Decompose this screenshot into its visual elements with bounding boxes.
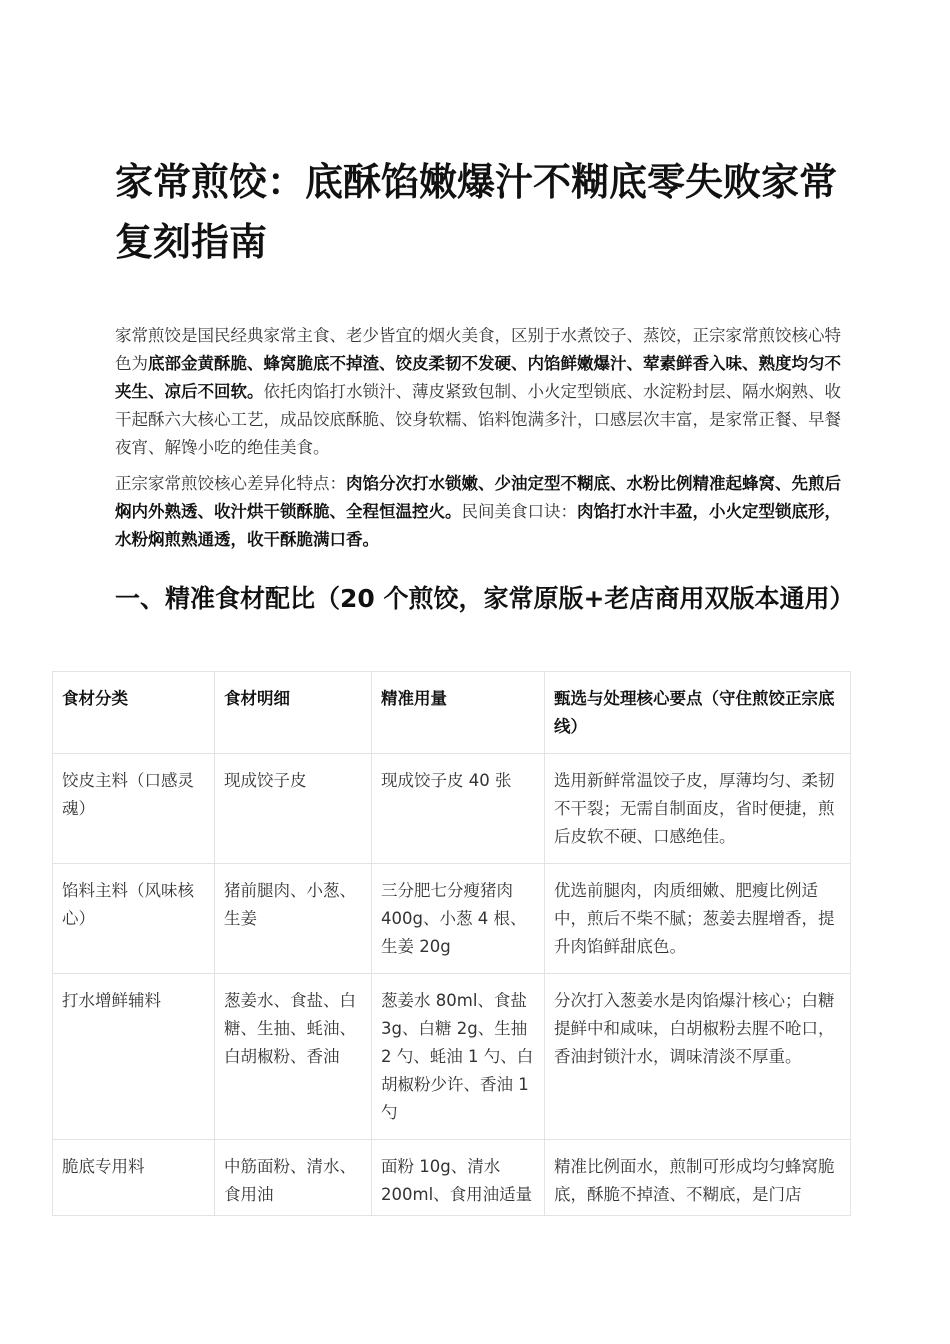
table-cell: 馅料主料（风味核心）: [53, 864, 215, 974]
table-header-cell: 食材分类: [53, 672, 215, 754]
table-row: [53, 974, 851, 1140]
table-cell: 饺皮主料（口感灵魂）: [53, 754, 215, 864]
intro-highlight: 底部金黄酥脆、蜂窝脆底不掉渣、饺皮柔韧不发硬、内馅鲜嫩爆汁、荤素鲜香入味、熟度均匀不夹生、凉后不回软。: [115, 354, 841, 401]
table-cell: 优选前腿肉，肉质细嫩、肥瘦比例适中，煎后不柴不腻；葱姜去腥增香，提升肉馅鲜甜底色。: [545, 864, 851, 974]
intro-paragraph-1: [115, 322, 845, 462]
table-cell: 中筋面粉、清水、食用油: [215, 1140, 372, 1216]
section-heading: 一、精准食材配比（20 个煎饺，家常原版+老店商用双版本通用）: [115, 584, 855, 613]
intro-text: 正宗家常煎饺核心差异化特点：: [115, 474, 346, 493]
intro-text: 依托肉馅打水锁汁、薄皮紧致包制、小火定型锁底、水淀粉封层、隔水焖熟、收干起酥六大核心工艺，成品饺底酥脆、饺身软糯、馅料饱满多汁，口感层次丰富，是家常正餐、早餐夜宵、解馋小吃的绝佳美食。: [115, 382, 841, 457]
table-header-cell: 甄选与处理核心要点（守住煎饺正宗底线）: [545, 672, 851, 754]
table-cell: 猪前腿肉、小葱、生姜: [215, 864, 372, 974]
table-header-row: [53, 672, 851, 754]
table-cell: 脆底专用料: [53, 1140, 215, 1216]
table-row: [53, 864, 851, 974]
intro-highlight: 肉馅打水汁丰盈，小火定型锁底形，水粉焖煎熟通透，收干酥脆满口香。: [115, 502, 841, 549]
page-title: 家常煎饺：底酥馅嫩爆汁不糊底零失败家常复刻指南: [115, 160, 838, 264]
table-cell: 现成饺子皮: [215, 754, 372, 864]
table-row: [53, 1140, 851, 1216]
intro-text: 民间美食口诀：: [461, 502, 577, 521]
table-header-cell: 精准用量: [372, 672, 545, 754]
table-cell: 分次打入葱姜水是肉馅爆汁核心；白糖提鲜中和咸味，白胡椒粉去腥不呛口，香油封锁汁水，调味清淡不厚重。: [545, 974, 851, 1140]
table-cell: 精准比例面水，煎制可形成均匀蜂窝脆底，酥脆不掉渣、不糊底，是门店: [545, 1140, 851, 1216]
table-cell: 面粉 10g、清水 200ml、食用油适量: [372, 1140, 545, 1216]
ingredients-table: [52, 671, 851, 1216]
intro-text: 家常煎饺是国民经典家常主食、老少皆宜的烟火美食，区别于水煮饺子、蒸饺，正宗家常煎饺核心特色为: [115, 326, 841, 373]
intro-paragraph-2: [115, 470, 845, 554]
table-header-cell: 食材明细: [215, 672, 372, 754]
table-cell: 葱姜水 80ml、食盐 3g、白糖 2g、生抽 2 勺、蚝油 1 勺、白胡椒粉少许、香油 1 勺: [372, 974, 545, 1140]
table-cell: 现成饺子皮 40 张: [372, 754, 545, 864]
table-cell: 葱姜水、食盐、白糖、生抽、蚝油、白胡椒粉、香油: [215, 974, 372, 1140]
table-row: [53, 754, 851, 864]
table-cell: 打水增鲜辅料: [53, 974, 215, 1140]
table-cell: 三分肥七分瘦猪肉 400g、小葱 4 根、生姜 20g: [372, 864, 545, 974]
table-cell: 选用新鲜常温饺子皮，厚薄均匀、柔韧不干裂；无需自制面皮，省时便捷，煎后皮软不硬、口感绝佳。: [545, 754, 851, 864]
intro-highlight: 肉馅分次打水锁嫩、少油定型不糊底、水粉比例精准起蜂窝、先煎后焖内外熟透、收汁烘干锁酥脆、全程恒温控火。: [115, 474, 841, 521]
